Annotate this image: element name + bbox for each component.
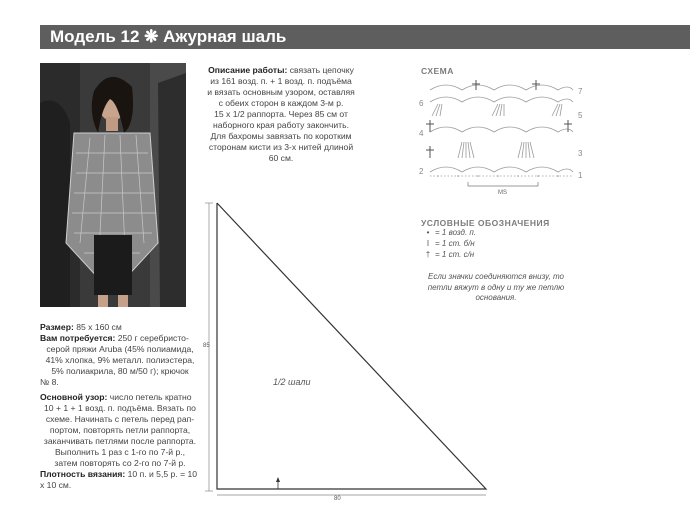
page-title: Модель 12 ❋ Ажурная шаль xyxy=(50,27,287,46)
center-label: 1/2 шали xyxy=(273,377,311,387)
density-label: Плотность вязания: xyxy=(40,469,126,479)
note-line: основания. xyxy=(475,293,517,302)
need-line: серой пряжи Aruba (45% полиамида, xyxy=(46,344,194,354)
pattern-line: затем повторять со 2-го по 7-й р. xyxy=(54,458,186,468)
row-number-right: 5 xyxy=(578,111,583,120)
need-line: № 8. xyxy=(40,377,59,387)
legend-text: = 1 ст. с/н xyxy=(435,250,475,260)
description-block xyxy=(196,65,366,164)
note-line: Если значки соединяются внизу, то xyxy=(428,272,564,281)
density-line xyxy=(40,469,200,491)
legend-text: = 1 ст. б/н xyxy=(435,239,475,249)
description-line: наборного края работу закончить. xyxy=(213,120,349,130)
description-line: и вязать основным узором, оставляя xyxy=(207,87,355,97)
need-line: Вам потребуется: 250 г серебристо- xyxy=(40,333,189,343)
need-line: 41% хлопка, 9% металл. полиэстера, xyxy=(45,355,195,365)
inline-label: Основной узор: xyxy=(40,392,108,402)
crochet-scheme xyxy=(418,76,588,196)
size-label: Размер: xyxy=(40,322,74,332)
need-line: 5% полиакрила, 80 м/50 г); крючок xyxy=(51,366,189,376)
repeat-label: MS xyxy=(498,190,507,196)
row-number-left: 4 xyxy=(419,129,424,138)
pattern-line: Основной узор: число петель кратно xyxy=(40,392,192,402)
legend-list xyxy=(421,228,476,261)
description-line: с обеих сторон в каждом 3-м р. xyxy=(218,98,344,108)
double-crochet-icon: † xyxy=(425,250,431,260)
legend-item xyxy=(421,239,476,250)
inline-label: Вам потребуется: xyxy=(40,333,116,343)
legend-note xyxy=(421,272,571,304)
legend-item xyxy=(421,250,476,261)
size-value: 85 х 160 см xyxy=(73,322,122,332)
single-crochet-icon: I xyxy=(426,239,430,249)
description-line: Для бахромы завязать по коротким xyxy=(210,131,352,141)
chain-stitch-icon: • xyxy=(426,228,430,238)
row-number-right: 1 xyxy=(578,171,583,180)
title-bar xyxy=(40,25,690,49)
pattern-line: 10 + 1 + 1 возд. п. подъёма. Вязать по xyxy=(44,403,196,413)
description-line: 15 х 1/2 раппорта. Через 85 см от xyxy=(214,109,348,119)
legend-text: = 1 возд. п. xyxy=(435,228,477,238)
specs-block xyxy=(40,322,200,491)
row-number-left: 6 xyxy=(419,99,424,108)
height-label: 85 xyxy=(203,343,210,349)
description-line: Описание работы: связать цепочку xyxy=(208,65,354,75)
model-photo xyxy=(40,63,186,307)
description-line: 60 см. xyxy=(268,153,294,163)
scheme-title: СХЕМА xyxy=(421,66,454,76)
pattern-line: заканчивать петлями после раппорта. xyxy=(43,436,197,446)
legend-title: УСЛОВНЫЕ ОБОЗНАЧЕНИЯ xyxy=(421,218,550,228)
width-label: 80 xyxy=(334,496,341,502)
note-line: петли вяжут в одну и ту же петлю xyxy=(427,282,565,292)
legend-item xyxy=(421,228,476,239)
density-value: 10 п. и 5,5 р. = 10 х 10 см. xyxy=(40,469,198,490)
inline-label: Описание работы: xyxy=(208,65,288,75)
pattern-line: портом, повторять петли раппорта, xyxy=(49,425,191,435)
pattern-line: схеме. Начинать с петель перед рап- xyxy=(45,414,195,424)
row-number-left: 2 xyxy=(419,167,424,176)
pattern-line: Выполнить 1 раз с 1-го по 7-й р., xyxy=(54,447,186,457)
description-line: сторонам кисти из 3-х нитей длиной xyxy=(208,142,354,152)
size-line xyxy=(40,322,200,333)
description-line: из 161 возд. п. + 1 возд. п. подъёма xyxy=(210,76,352,86)
row-number-right: 3 xyxy=(578,149,583,158)
row-number-right: 7 xyxy=(578,87,583,96)
